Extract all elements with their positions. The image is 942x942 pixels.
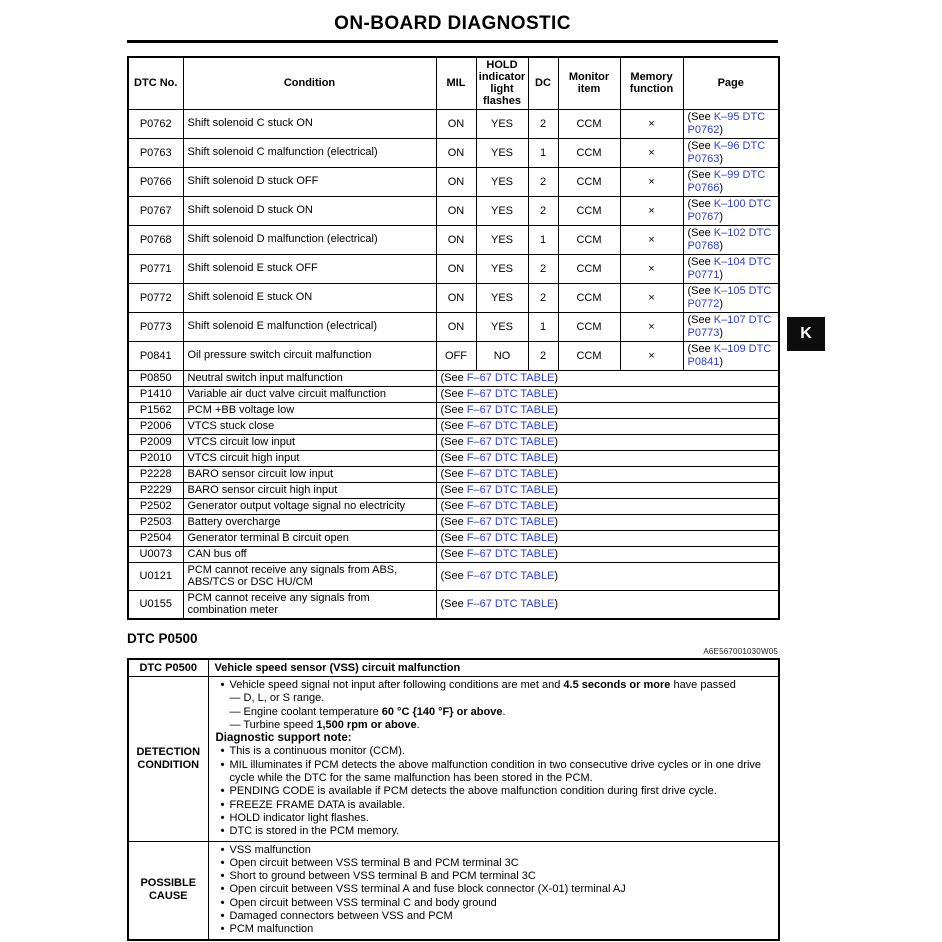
see-suffix: )	[554, 419, 559, 432]
col-header-memory: Memory function	[620, 57, 683, 109]
list-item	[209, 844, 777, 857]
table-row	[128, 482, 779, 498]
see-suffix: )	[719, 210, 723, 223]
see-table-link[interactable]: F–67 DTC TABLE	[466, 569, 555, 582]
see-prefix: (See	[687, 168, 714, 181]
see-table-cell	[436, 402, 779, 418]
dtc-no-cell: P2228	[128, 466, 183, 482]
monitor-item-cell: CCM	[558, 283, 620, 312]
col-header-page: Page	[683, 57, 779, 109]
col-header-dtc-no: DTC No.	[128, 57, 183, 109]
page-link[interactable]: K–102 DTC P0768	[687, 226, 772, 252]
table-row	[128, 402, 779, 418]
dtc-no-cell: P0762	[128, 109, 183, 138]
see-table-cell	[436, 466, 779, 482]
see-prefix: (See	[687, 226, 714, 239]
monitor-item-cell: CCM	[558, 254, 620, 283]
see-prefix: (See	[440, 403, 467, 416]
see-table-cell	[436, 530, 779, 546]
possible-cause-body	[208, 841, 779, 940]
see-table-cell	[436, 590, 779, 619]
see-prefix: (See	[440, 531, 467, 544]
bullet-icon: •	[220, 785, 225, 798]
hold-cell: YES	[476, 254, 528, 283]
bullet-icon: •	[220, 910, 225, 923]
list-item-text: PCM malfunction	[229, 923, 314, 936]
dtc-no-cell: P2504	[128, 530, 183, 546]
dtc-no-cell: P0841	[128, 341, 183, 370]
monitor-item-cell: CCM	[558, 225, 620, 254]
see-prefix: (See	[440, 419, 467, 432]
table-row	[128, 450, 779, 466]
see-prefix: (See	[440, 547, 467, 560]
table-row	[128, 225, 779, 254]
dtc-no-cell: P2502	[128, 498, 183, 514]
see-table-cell	[436, 434, 779, 450]
text: PENDING CODE is available if PCM detects the above malfunction condition during first drive cycle.	[229, 785, 717, 798]
col-header-hold: HOLD indicator light flashes	[476, 57, 528, 109]
dtc-no-cell: P0850	[128, 370, 183, 386]
see-table-link[interactable]: F–67 DTC TABLE	[466, 435, 555, 448]
list-item-text	[230, 745, 777, 758]
see-table-cell	[436, 514, 779, 530]
memory-function-cell: ×	[620, 341, 683, 370]
see-suffix: )	[554, 451, 559, 464]
table-row	[128, 196, 779, 225]
table-row	[128, 546, 779, 562]
bullet-icon: •	[220, 856, 225, 869]
list-item-text: VSS malfunction	[229, 843, 311, 856]
mil-cell: ON	[436, 254, 476, 283]
see-prefix: (See	[687, 313, 714, 326]
dtc-no-cell: P0772	[128, 283, 183, 312]
page-content	[127, 0, 778, 941]
see-table-cell	[436, 450, 779, 466]
list-item-text: Open circuit between VSS terminal A and fuse block connector (X-01) terminal AJ	[229, 883, 626, 896]
bullet-icon: •	[220, 843, 225, 856]
table-row	[128, 466, 779, 482]
dtc-table-header	[128, 57, 779, 109]
hold-cell: YES	[476, 312, 528, 341]
see-prefix: (See	[687, 255, 714, 268]
list-item-text: Short to ground between VSS terminal B and PCM terminal 3C	[229, 870, 536, 883]
dtc-summary-table	[127, 56, 780, 620]
see-table-link[interactable]: F–67 DTC TABLE	[466, 451, 555, 464]
text: have passed	[670, 679, 736, 691]
condition-cell: Shift solenoid D stuck ON	[183, 196, 436, 225]
dc-cell: 2	[528, 196, 558, 225]
see-suffix: )	[554, 515, 559, 528]
dtc-no-cell: P1410	[128, 386, 183, 402]
p0500-dtc-label: DTC P0500	[128, 659, 208, 677]
dc-cell: 2	[528, 109, 558, 138]
see-prefix: (See	[687, 284, 714, 297]
emphasized-text: 4.5 seconds or more	[563, 679, 671, 691]
mil-cell: ON	[436, 167, 476, 196]
bullet-icon: •	[220, 923, 225, 936]
list-item	[209, 679, 777, 692]
see-suffix: )	[554, 435, 559, 448]
see-prefix: (See	[440, 597, 467, 610]
text: — Turbine speed	[229, 718, 317, 731]
hold-cell: YES	[476, 109, 528, 138]
bullet-icon: •	[220, 758, 225, 771]
memory-function-cell: ×	[620, 283, 683, 312]
list-item-text	[230, 799, 777, 812]
see-suffix: )	[554, 483, 559, 496]
condition-cell: Shift solenoid D stuck OFF	[183, 167, 436, 196]
section-k-thumb-tab-label: K	[800, 325, 812, 342]
possible-cause-label: POSSIBLE CAUSE	[128, 841, 208, 940]
text: .	[416, 718, 420, 731]
sub-list-item	[209, 719, 777, 732]
text: FREEZE FRAME DATA is available.	[229, 798, 406, 811]
see-suffix: )	[719, 239, 723, 252]
hold-cell: YES	[476, 167, 528, 196]
list-item-text	[230, 812, 777, 825]
col-header-mil: MIL	[436, 57, 476, 109]
see-suffix: )	[719, 123, 723, 136]
condition-cell: Generator terminal B circuit open	[183, 530, 436, 546]
title-rule	[127, 40, 778, 43]
list-item-text	[230, 759, 777, 786]
table-row	[128, 109, 779, 138]
list-item	[209, 857, 777, 870]
page-cell	[683, 341, 779, 370]
table-row	[128, 514, 779, 530]
page-cell	[683, 196, 779, 225]
see-suffix: )	[554, 569, 559, 582]
see-suffix: )	[554, 387, 559, 400]
see-table-link[interactable]: F–67 DTC TABLE	[466, 371, 555, 384]
document-code: A6E567001030W05	[703, 646, 778, 656]
mil-cell: ON	[436, 283, 476, 312]
see-suffix: )	[719, 355, 723, 368]
hold-cell: YES	[476, 225, 528, 254]
detection-condition-body	[208, 677, 779, 842]
page-link[interactable]: K–104 DTC P0771	[687, 255, 772, 281]
condition-cell: BARO sensor circuit high input	[183, 482, 436, 498]
see-table-link[interactable]: F–67 DTC TABLE	[466, 597, 555, 610]
condition-cell: Oil pressure switch circuit malfunction	[183, 341, 436, 370]
condition-cell: Generator output voltage signal no electricity	[183, 498, 436, 514]
memory-function-cell: ×	[620, 109, 683, 138]
page-cell	[683, 225, 779, 254]
section-heading-dtc-p0500: DTC P0500	[127, 630, 198, 646]
col-header-dc: DC	[528, 57, 558, 109]
list-item-text	[230, 679, 777, 692]
dtc-no-cell: P2503	[128, 514, 183, 530]
condition-cell: CAN bus off	[183, 546, 436, 562]
text: — D, L, or S range.	[229, 692, 325, 705]
list-item	[209, 745, 777, 758]
see-prefix: (See	[440, 483, 467, 496]
hold-cell: YES	[476, 196, 528, 225]
table-row	[128, 370, 779, 386]
see-table-link[interactable]: F–67 DTC TABLE	[466, 467, 555, 480]
bullet-icon: •	[220, 798, 225, 811]
col-header-condition: Condition	[183, 57, 436, 109]
list-item	[209, 883, 777, 896]
condition-cell: Variable air duct valve circuit malfunction	[183, 386, 436, 402]
list-item	[209, 825, 777, 838]
condition-cell: Neutral switch input malfunction	[183, 370, 436, 386]
bullet-icon: •	[220, 870, 225, 883]
sub-list-item	[209, 706, 777, 719]
list-item-text: Open circuit between VSS terminal B and PCM terminal 3C	[229, 856, 519, 869]
table-row	[128, 341, 779, 370]
see-table-cell	[436, 482, 779, 498]
emphasized-text: 60 °C {140 °F} or above	[381, 705, 503, 718]
dc-cell: 2	[528, 167, 558, 196]
mil-cell: ON	[436, 196, 476, 225]
sub-list-item	[209, 692, 777, 705]
see-table-link[interactable]: F–67 DTC TABLE	[466, 419, 555, 432]
condition-cell: VTCS stuck close	[183, 418, 436, 434]
mil-cell: OFF	[436, 341, 476, 370]
text: Vehicle speed signal not input after following conditions are met and	[229, 679, 564, 691]
dtc-no-cell: U0073	[128, 546, 183, 562]
text: .	[502, 705, 506, 718]
hold-cell: NO	[476, 341, 528, 370]
dtc-no-cell: P0763	[128, 138, 183, 167]
dtc-no-cell: P1562	[128, 402, 183, 418]
dtc-no-cell: U0121	[128, 562, 183, 590]
dtc-no-cell: U0155	[128, 590, 183, 619]
see-prefix: (See	[687, 139, 714, 152]
table-row	[128, 283, 779, 312]
condition-cell: Shift solenoid C stuck ON	[183, 109, 436, 138]
page-link[interactable]: K–107 DTC P0773	[687, 313, 772, 339]
page-link[interactable]: K–95 DTC P0762	[687, 110, 766, 136]
possible-cause-row	[128, 841, 779, 940]
see-suffix: )	[719, 181, 723, 194]
list-item	[209, 785, 777, 798]
dtc-no-cell: P2229	[128, 482, 183, 498]
memory-function-cell: ×	[620, 254, 683, 283]
monitor-item-cell: CCM	[558, 196, 620, 225]
see-prefix: (See	[440, 371, 467, 384]
table-row	[128, 498, 779, 514]
see-suffix: )	[554, 499, 559, 512]
see-table-link[interactable]: F–67 DTC TABLE	[466, 403, 555, 416]
page-link[interactable]: K–96 DTC P0763	[687, 139, 766, 165]
condition-cell: VTCS circuit high input	[183, 450, 436, 466]
text: MIL illuminates if PCM detects the above malfunction condition in two consecutive drive cycles or in one drive cycle while the DTC for the same malfunction has been stored in the PCM.	[229, 758, 762, 785]
bullet-icon: •	[220, 896, 225, 909]
see-table-cell	[436, 370, 779, 386]
see-table-link[interactable]: F–67 DTC TABLE	[466, 547, 555, 560]
see-prefix: (See	[440, 387, 467, 400]
table-row	[128, 590, 779, 619]
see-suffix: )	[719, 297, 723, 310]
list-item	[209, 897, 777, 910]
see-prefix: (See	[687, 197, 714, 210]
see-suffix: )	[719, 152, 723, 165]
detection-condition-row	[128, 677, 779, 842]
page-cell	[683, 312, 779, 341]
condition-cell: VTCS circuit low input	[183, 434, 436, 450]
table-row	[128, 312, 779, 341]
page-cell	[683, 283, 779, 312]
condition-cell: Shift solenoid D malfunction (electrical)	[183, 225, 436, 254]
page-cell	[683, 138, 779, 167]
hold-cell: YES	[476, 283, 528, 312]
condition-cell: Shift solenoid E malfunction (electrical)	[183, 312, 436, 341]
see-suffix: )	[554, 371, 559, 384]
page-title: ON-BOARD DIAGNOSTIC	[334, 13, 571, 34]
dtc-no-cell: P0767	[128, 196, 183, 225]
dtc-table-body	[128, 109, 779, 619]
see-table-cell	[436, 498, 779, 514]
list-item	[209, 812, 777, 825]
see-table-link[interactable]: F–67 DTC TABLE	[466, 483, 555, 496]
memory-function-cell: ×	[620, 196, 683, 225]
dtc-no-cell: P2009	[128, 434, 183, 450]
see-prefix: (See	[440, 569, 467, 582]
see-prefix: (See	[440, 451, 467, 464]
emphasized-text: 1,500 rpm or above	[316, 718, 417, 731]
table-row	[128, 434, 779, 450]
table-row	[128, 138, 779, 167]
text: This is a continuous monitor (CCM).	[229, 745, 405, 758]
condition-cell: Shift solenoid E stuck ON	[183, 283, 436, 312]
table-row	[128, 386, 779, 402]
page-cell	[683, 167, 779, 196]
condition-cell: PCM +BB voltage low	[183, 402, 436, 418]
dtc-no-cell: P0771	[128, 254, 183, 283]
list-item-text	[230, 825, 777, 838]
condition-cell: Shift solenoid E stuck OFF	[183, 254, 436, 283]
dc-cell: 1	[528, 138, 558, 167]
condition-cell: Shift solenoid C malfunction (electrical)	[183, 138, 436, 167]
see-table-cell	[436, 562, 779, 590]
dtc-no-cell: P2010	[128, 450, 183, 466]
see-prefix: (See	[440, 515, 467, 528]
list-item-text: Open circuit between VSS terminal C and body ground	[229, 896, 497, 909]
list-item	[209, 870, 777, 883]
see-table-cell	[436, 386, 779, 402]
mil-cell: ON	[436, 225, 476, 254]
condition-cell: Battery overcharge	[183, 514, 436, 530]
see-table-link[interactable]: F–67 DTC TABLE	[466, 515, 555, 528]
dtc-no-cell: P0766	[128, 167, 183, 196]
dtc-p0500-table	[127, 658, 780, 941]
see-prefix: (See	[440, 467, 467, 480]
dc-cell: 1	[528, 225, 558, 254]
hold-cell: YES	[476, 138, 528, 167]
list-item-text: Damaged connectors between VSS and PCM	[229, 910, 453, 923]
list-item	[209, 910, 777, 923]
see-suffix: )	[554, 531, 559, 544]
see-table-link[interactable]: F–67 DTC TABLE	[466, 387, 555, 400]
page-cell	[683, 109, 779, 138]
p0500-title: Vehicle speed sensor (VSS) circuit malfunction	[208, 659, 779, 677]
detection-condition-label: DETECTION CONDITION	[128, 677, 208, 842]
page-link[interactable]: K–100 DTC P0767	[687, 197, 772, 223]
mil-cell: ON	[436, 138, 476, 167]
text: HOLD indicator light flashes.	[229, 811, 369, 824]
monitor-item-cell: CCM	[558, 167, 620, 196]
see-suffix: )	[719, 326, 723, 339]
dtc-no-cell: P2006	[128, 418, 183, 434]
see-suffix: )	[719, 268, 723, 281]
condition-cell: PCM cannot receive any signals from combination meter	[183, 590, 436, 619]
page-link[interactable]: K–99 DTC P0766	[687, 168, 766, 194]
see-prefix: (See	[687, 110, 714, 123]
mil-cell: ON	[436, 109, 476, 138]
page-cell	[683, 254, 779, 283]
text: — Engine coolant temperature	[229, 705, 382, 718]
see-suffix: )	[554, 547, 559, 560]
see-prefix: (See	[440, 435, 467, 448]
condition-cell: PCM cannot receive any signals from ABS, ABS/TCS or DSC HU/CM	[183, 562, 436, 590]
monitor-item-cell: CCM	[558, 138, 620, 167]
see-table-link[interactable]: F–67 DTC TABLE	[466, 499, 555, 512]
p0500-header-row	[128, 659, 779, 677]
dc-cell: 1	[528, 312, 558, 341]
table-row	[128, 562, 779, 590]
monitor-item-cell: CCM	[558, 341, 620, 370]
memory-function-cell: ×	[620, 167, 683, 196]
table-row	[128, 418, 779, 434]
page-link[interactable]: K–105 DTC P0772	[687, 284, 772, 310]
dc-cell: 2	[528, 283, 558, 312]
dtc-no-cell: P0768	[128, 225, 183, 254]
dtc-no-cell: P0773	[128, 312, 183, 341]
dc-cell: 2	[528, 254, 558, 283]
text: DTC is stored in the PCM memory.	[229, 825, 400, 838]
see-table-cell	[436, 546, 779, 562]
note-heading: Diagnostic support note:	[215, 732, 352, 745]
list-item	[209, 799, 777, 812]
bullet-icon: •	[220, 679, 225, 691]
memory-function-cell: ×	[620, 312, 683, 341]
see-prefix: (See	[687, 342, 714, 355]
monitor-item-cell: CCM	[558, 312, 620, 341]
col-header-monitor: Monitor item	[558, 57, 620, 109]
see-suffix: )	[554, 403, 559, 416]
memory-function-cell: ×	[620, 225, 683, 254]
table-row	[128, 167, 779, 196]
see-table-cell	[436, 418, 779, 434]
see-suffix: )	[554, 597, 559, 610]
page-link[interactable]: K–109 DTC P0841	[687, 342, 772, 368]
mil-cell: ON	[436, 312, 476, 341]
condition-cell: BARO sensor circuit low input	[183, 466, 436, 482]
table-row	[128, 530, 779, 546]
bullet-icon: •	[220, 883, 225, 896]
memory-function-cell: ×	[620, 138, 683, 167]
bullet-icon: •	[220, 745, 225, 758]
monitor-item-cell: CCM	[558, 109, 620, 138]
see-suffix: )	[554, 467, 559, 480]
list-item	[209, 759, 777, 786]
list-item-text	[230, 785, 777, 798]
see-prefix: (See	[440, 499, 467, 512]
bullet-icon: •	[220, 825, 225, 838]
bullet-icon: •	[220, 811, 225, 824]
table-row	[128, 254, 779, 283]
section-k-thumb-tab	[787, 317, 825, 351]
list-item	[209, 923, 777, 936]
dc-cell: 2	[528, 341, 558, 370]
see-table-link[interactable]: F–67 DTC TABLE	[466, 531, 555, 544]
